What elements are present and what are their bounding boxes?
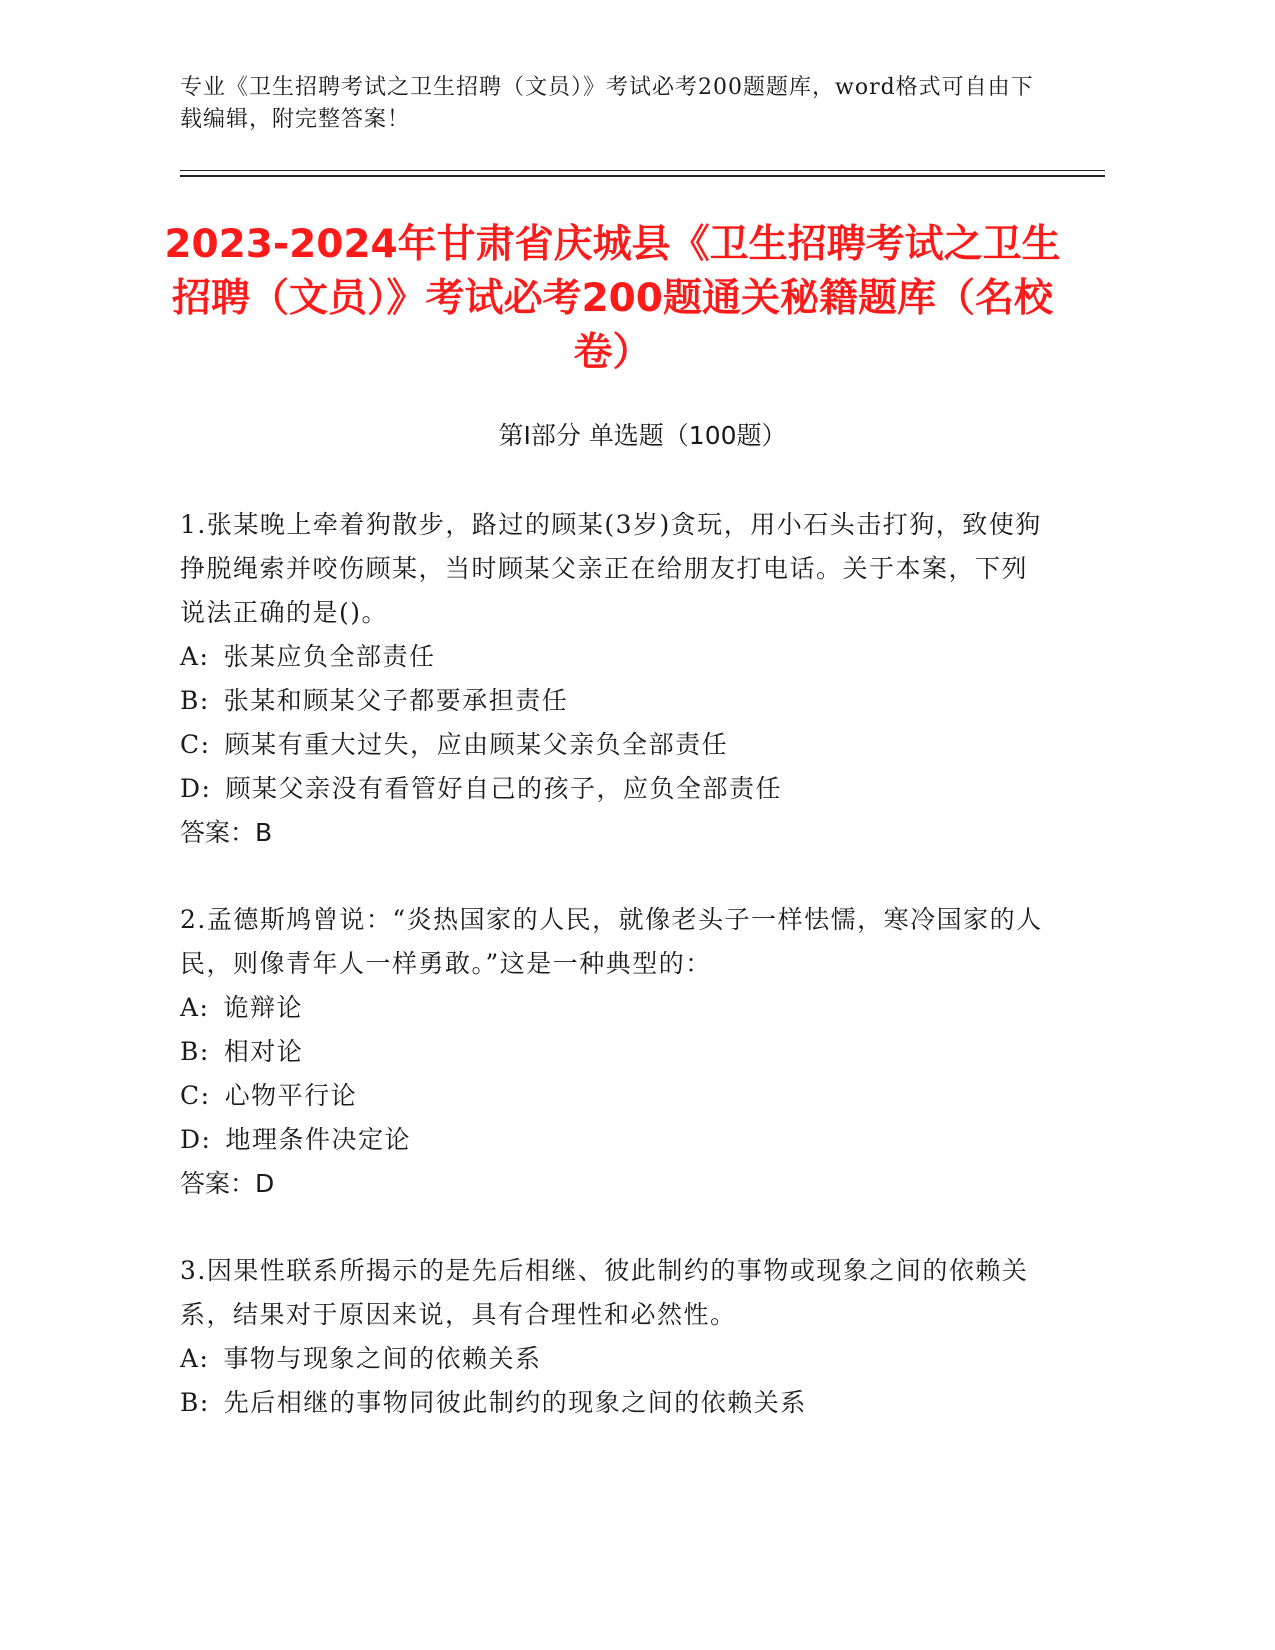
option-key: B:	[180, 1037, 210, 1066]
header-note: 专业《卫生招聘考试之卫生招聘（文员）》考试必考200题题库，word格式可自由下载编辑，附完整答案！	[180, 75, 1034, 132]
option-text: 事物与现象之间的依赖关系	[223, 1344, 542, 1373]
option-key: A:	[180, 993, 210, 1022]
option-key: B:	[180, 686, 210, 715]
question-list	[180, 503, 1050, 1468]
option-key: A:	[180, 1344, 210, 1373]
question-stem: 2.孟德斯鸠曾说：“炎热国家的人民，就像老头子一样怯懦，寒冷国家的人民，则像青年人一样勇敢。”这是一种典型的：	[180, 905, 1043, 978]
option-key: B:	[180, 1388, 210, 1417]
option-a	[180, 1337, 1050, 1381]
option-b	[180, 679, 1050, 723]
question-2	[180, 898, 1050, 1206]
question-1	[180, 503, 1050, 855]
option-text: 顾某有重大过失，应由顾某父亲负全部责任	[224, 730, 729, 759]
option-text: 相对论	[223, 1037, 304, 1066]
question-stem: 1.张某晚上牵着狗散步，路过的顾某(3岁)贪玩，用小石头击打狗，致使狗挣脱绳索并咬伤顾某，当时顾某父亲正在给朋友打电话。关于本案，下列说法正确的是()。	[180, 510, 1042, 627]
option-key: A:	[180, 642, 210, 671]
section-heading: 第Ⅰ部分 单选题（100题）	[498, 421, 787, 450]
option-key: D:	[180, 1125, 212, 1154]
option-key: C:	[180, 1081, 211, 1110]
option-text: 顾某父亲没有看管好自己的孩子，应负全部责任	[225, 774, 782, 803]
option-b	[180, 1030, 1050, 1074]
option-d	[180, 1118, 1050, 1162]
option-text: 张某应负全部责任	[223, 642, 436, 671]
option-text: 心物平行论	[224, 1081, 358, 1110]
question-stem: 3.因果性联系所揭示的是先后相继、彼此制约的事物或现象之间的依赖关系，结果对于原因来说，具有合理性和必然性。	[180, 1256, 1029, 1329]
option-key: C:	[180, 730, 211, 759]
answer-line: 答案：B	[180, 818, 273, 847]
option-c	[180, 723, 1050, 767]
option-key: D:	[180, 774, 212, 803]
answer-line: 答案：D	[180, 1169, 275, 1198]
header-divider-thin	[180, 170, 1105, 171]
option-a	[180, 986, 1050, 1030]
header-divider-thick	[180, 175, 1105, 177]
option-text: 地理条件决定论	[225, 1125, 411, 1154]
option-text: 先后相继的事物同彼此制约的现象之间的依赖关系	[223, 1388, 807, 1417]
question-3	[180, 1249, 1050, 1425]
document-title: 2023-2024年甘肃省庆城县《卫生招聘考试之卫生招聘（文员）》考试必考200题通关秘籍题库（名校卷）	[164, 222, 1061, 375]
option-b	[180, 1381, 1050, 1425]
option-a	[180, 635, 1050, 679]
option-d	[180, 767, 1050, 811]
option-text: 诡辩论	[223, 993, 303, 1022]
option-text: 张某和顾某父子都要承担责任	[223, 686, 569, 715]
option-c	[180, 1074, 1050, 1118]
